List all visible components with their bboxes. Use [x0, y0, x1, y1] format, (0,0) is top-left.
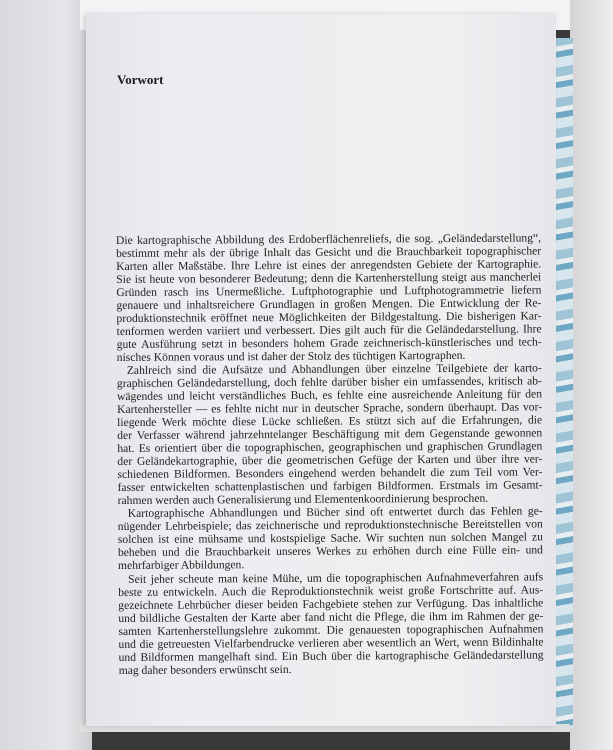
text-line: der Verfasser während jahrzehntelanger Beschäftigung mit dem Gegenstande gewonnen	[117, 426, 543, 442]
text-line: der Geländekartographie, über die geometrischen Gefüge der Karten und über ihre ver-	[117, 452, 543, 468]
text-line: bestimmt mehr als der übrige Inhalt das Gesicht und die Brauchbarkeit topographischer	[116, 244, 542, 260]
marbled-page-edge	[553, 38, 573, 728]
left-page	[0, 0, 92, 750]
text-line: Karten aller Maßstäbe. Ihre Lehre ist eines der anregendsten Gebiete der Kartographie.	[116, 257, 542, 273]
paragraph	[117, 361, 543, 507]
text-line: Gründen rasch ins Unermeßliche. Luftphotographie und Luftphotogrammetrie liefern	[116, 283, 542, 299]
text-line: wägendes und leicht verständliches Buch, es fehlte eine ausreichende Anleitung für den	[116, 387, 543, 403]
text-line: samten Kartenherstellungslehre zukommt. Die genauesten topographischen Aufnahmen	[118, 622, 544, 638]
text-line: tenformen werden variiert und verbessert. Dies gilt auch für die Geländedarstellung. Ihre	[116, 322, 542, 338]
text-line: Seit jeher scheute man keine Mühe, um die topographischen Aufnahmeverfahren aufs	[128, 570, 544, 586]
text-line: liegende Werk möchte diese Lücke schließen. Es stützt sich auf die Erfahrungen, die	[117, 413, 543, 429]
text-line: nisches Können voraus und ist daher der Stolz des tüchtigen Kartographen.	[116, 348, 466, 364]
text-line: Sie ist heute von besonderer Bedeutung; denn die Kartenherstellung steigt aus mancherlei	[116, 270, 542, 286]
text-line: Kartographische Abhandlungen und Bücher sind oft entwertet durch das Fehlen ge-	[127, 504, 543, 520]
text-line: beheben und die Brauchbarkeit unseres Werkes zu erhöhen durch eine Fülle ein- und	[117, 543, 543, 559]
paragraph	[118, 504, 543, 572]
text-line: Die kartographische Abbildung des Erdoberflächenreliefs, die sog. „Geländedarstellung“,	[116, 231, 542, 247]
text-line: fasser entwickelten schattenplastischen und farbigen Bildformen. Erstmals im Gesamt-	[117, 478, 543, 494]
text-line: beste zu entwickeln. Auch die Reproduktionstechnik weist große Fortschritte auf. Aus-	[118, 583, 544, 599]
text-line: Zahlreich sind die Aufsätze und Abhandlungen über einzelne Teilgebiete der karto-	[126, 361, 542, 377]
text-line: rahmen werden auch Generalisierung und Elementenkoordinierung besprochen.	[117, 491, 489, 507]
text-line: gezeichnete Lehrbücher dieser beiden Fachgebiete stehen zur Verfügung. Das inhaltliche	[118, 596, 544, 612]
text-line: und bildliche Gestalten der Karte aber fand nicht die Pflege, die ihm im Rahmen der ge-	[118, 609, 544, 625]
paragraph	[116, 231, 542, 364]
text-line: solchen ist eine mühsame und kostspielige Sache. Wir suchten nun solchen Mangel zu	[117, 530, 543, 546]
text-line: nügender Lehrbeispiele; das zeichnerische und reproduktionstechnische Bereitstellen von	[117, 517, 543, 533]
text-line: graphischen Geländedarstellung, doch fehlte darüber bisher ein umfassendes, kritisch ab-	[116, 374, 542, 390]
text-line: schiedenen Bildformen. Besonders eingehend werden behandelt die zum Teil vom Ver-	[117, 465, 543, 481]
body-text	[116, 231, 544, 677]
text-line: und die getreuesten Vielfarbendrucke verlieren aber wesentlich an Wert, wenn Bildinhalte	[118, 635, 544, 651]
text-line: genauere und inhaltsreichere Grundlagen in großen Mengen. Die Entwicklung der Re-	[116, 296, 542, 312]
text-line: und Bildformen mangelhaft sind. Ein Buch über die kartographische Geländedarstellung	[118, 648, 544, 664]
text-line: produktionstechnik eröffnet neue Möglichkeiten der Bildgestaltung. Die bisherigen Kar-	[116, 309, 542, 325]
background-right	[570, 0, 613, 750]
text-line: mehrfarbiger Abbildungen.	[117, 558, 245, 572]
text-line: hat. Es orientiert über die topographischen, geographischen und graphischen Grundlagen	[117, 439, 543, 455]
page-title: Vorwort	[117, 72, 164, 87]
text-line: gute Ausführung setzt in besonders hohem Grade zeichnerisch-künstlerisches und tech-	[116, 335, 542, 351]
text-line: mag daher besonders erwünscht sein.	[118, 662, 292, 677]
text-line: Kartenhersteller — es fehlte nicht nur in deutscher Sprache, sondern überhaupt. Das vor-	[117, 400, 543, 416]
paragraph	[118, 570, 544, 677]
